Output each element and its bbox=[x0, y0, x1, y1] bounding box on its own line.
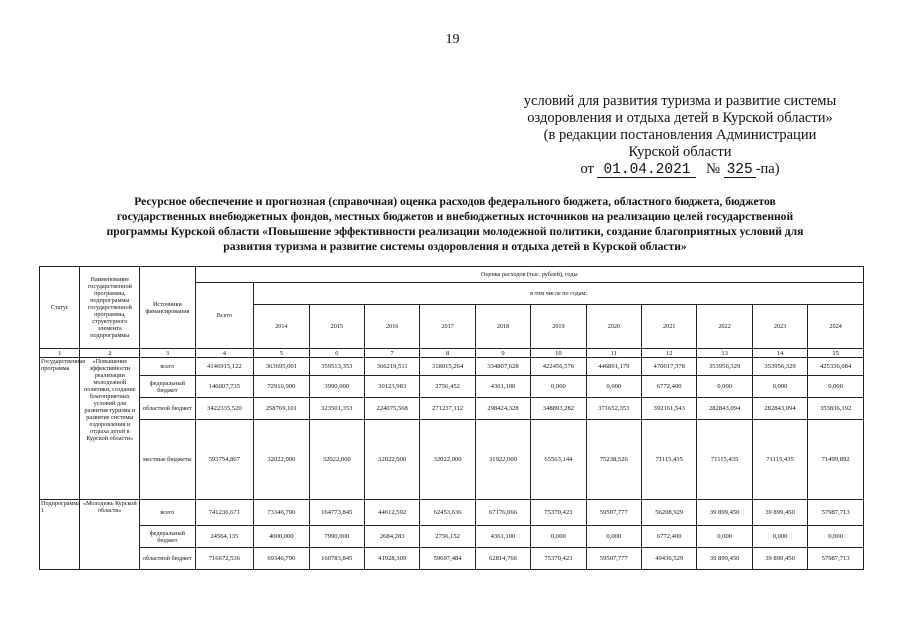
year-value-cell: 363695,001 bbox=[254, 358, 309, 376]
year-value-cell: 44612,592 bbox=[364, 500, 419, 526]
header-line: Курской области bbox=[628, 144, 732, 160]
total-value-cell: 741236,671 bbox=[195, 500, 254, 526]
year-value-cell: 318015,264 bbox=[420, 358, 475, 376]
year-value-cell: 71115,435 bbox=[697, 420, 752, 500]
title-line: развития туризма и развитие системы оздоровления и отдыха детей в Курской области» bbox=[223, 240, 687, 253]
year-value-cell: 59697,484 bbox=[420, 548, 475, 570]
year-value-cell: 75238,526 bbox=[586, 420, 641, 500]
year-value-cell: 62453,636 bbox=[420, 500, 475, 526]
year-value-cell: 164773,845 bbox=[309, 500, 364, 526]
estimate-header: Оценка расходов (тыс. рублей), годы bbox=[195, 267, 863, 283]
total-value-cell: 146007,735 bbox=[195, 376, 254, 398]
funding-source-cell: всего bbox=[140, 358, 195, 376]
year-header: 2014 bbox=[254, 305, 309, 349]
year-value-cell: 59507,777 bbox=[586, 548, 641, 570]
column-number: 7 bbox=[364, 349, 419, 358]
by-years-header: в том числе по годам: bbox=[254, 283, 864, 305]
year-value-cell: 4000,000 bbox=[254, 526, 309, 548]
funding-source-cell: местные бюджеты bbox=[140, 420, 195, 500]
status-cell: Подпрограмма 1 bbox=[40, 500, 80, 570]
total-value-cell: 716672,536 bbox=[195, 548, 254, 570]
year-value-cell: 2756,452 bbox=[420, 376, 475, 398]
total-header: Всего bbox=[195, 283, 254, 349]
year-value-cell: 7990,000 bbox=[309, 526, 364, 548]
funding-source-cell: всего bbox=[140, 500, 195, 526]
year-value-cell: 224075,568 bbox=[364, 398, 419, 420]
year-value-cell: 39 899,450 bbox=[752, 500, 807, 526]
year-value-cell: 57987,713 bbox=[808, 548, 864, 570]
year-value-cell: 6772,400 bbox=[642, 526, 697, 548]
year-value-cell: 392161,543 bbox=[642, 398, 697, 420]
year-value-cell: 470017,378 bbox=[642, 358, 697, 376]
year-value-cell: 3990,000 bbox=[309, 376, 364, 398]
resource-table bbox=[39, 266, 864, 570]
column-number: 11 bbox=[586, 349, 641, 358]
year-value-cell: 0,000 bbox=[586, 526, 641, 548]
column-number: 15 bbox=[808, 349, 864, 358]
year-header: 2020 bbox=[586, 305, 641, 349]
status-header: Статус bbox=[40, 267, 80, 349]
year-value-cell: 4361,100 bbox=[475, 376, 530, 398]
year-value-cell: 282843,094 bbox=[697, 398, 752, 420]
table-row bbox=[40, 526, 864, 548]
column-number: 3 bbox=[140, 349, 195, 358]
year-value-cell: 59507,777 bbox=[586, 500, 641, 526]
column-number: 1 bbox=[40, 349, 80, 358]
year-header: 2016 bbox=[364, 305, 419, 349]
resolution-date: 01.04.2021 bbox=[597, 163, 696, 178]
column-number: 9 bbox=[475, 349, 530, 358]
year-value-cell: 39 899,450 bbox=[752, 548, 807, 570]
title-line: государственных внебюджетных фондов, местных бюджетов и внебюджетных источников на реализацию целей государственной bbox=[116, 210, 794, 223]
table-row bbox=[40, 376, 864, 398]
program-name-cell: «Молодежь Курской области» bbox=[80, 500, 140, 570]
column-number: 14 bbox=[752, 349, 807, 358]
year-header: 2017 bbox=[420, 305, 475, 349]
header-line: (в редакции постановления Администрации bbox=[543, 127, 817, 143]
name-header: Наименование государственной программы, подпрограммы государственной программы, структурного элемента подпрограммы bbox=[80, 267, 140, 349]
page-number: 19 bbox=[445, 32, 460, 47]
number-prefix: № bbox=[706, 161, 720, 177]
date-prefix: от bbox=[580, 161, 594, 177]
table-row bbox=[40, 420, 864, 500]
year-value-cell: 31922,000 bbox=[475, 420, 530, 500]
funding-source-cell: федеральный бюджет bbox=[140, 376, 195, 398]
year-header: 2019 bbox=[531, 305, 586, 349]
year-value-cell: 282843,094 bbox=[752, 398, 807, 420]
year-value-cell: 71115,435 bbox=[642, 420, 697, 500]
source-header: Источники финансирования bbox=[140, 267, 195, 349]
total-value-cell: 4146915,122 bbox=[195, 358, 254, 376]
year-value-cell: 371652,353 bbox=[586, 398, 641, 420]
year-value-cell: 0,000 bbox=[697, 376, 752, 398]
year-value-cell: 65563,144 bbox=[531, 420, 586, 500]
year-value-cell: 71499,892 bbox=[808, 420, 864, 500]
column-number: 2 bbox=[80, 349, 140, 358]
table-row bbox=[40, 548, 864, 570]
column-number: 13 bbox=[697, 349, 752, 358]
year-value-cell: 298424,328 bbox=[475, 398, 530, 420]
year-value-cell: 258769,101 bbox=[254, 398, 309, 420]
year-value-cell: 160783,845 bbox=[309, 548, 364, 570]
year-value-cell: 353836,192 bbox=[808, 398, 864, 420]
year-value-cell: 425336,084 bbox=[808, 358, 864, 376]
year-value-cell: 56208,929 bbox=[642, 500, 697, 526]
column-number: 5 bbox=[254, 349, 309, 358]
number-suffix: -па) bbox=[755, 161, 780, 177]
year-value-cell: 57987,713 bbox=[808, 500, 864, 526]
resolution-date-line bbox=[500, 161, 860, 178]
year-value-cell: 32022,000 bbox=[420, 420, 475, 500]
year-value-cell: 2756,152 bbox=[420, 526, 475, 548]
year-value-cell: 41928,309 bbox=[364, 548, 419, 570]
year-value-cell: 67176,066 bbox=[475, 500, 530, 526]
year-value-cell: 73346,790 bbox=[254, 500, 309, 526]
year-value-cell: 0,000 bbox=[808, 526, 864, 548]
year-value-cell: 359513,353 bbox=[309, 358, 364, 376]
total-value-cell: 3422335,520 bbox=[195, 398, 254, 420]
document-header bbox=[500, 93, 860, 178]
year-value-cell: 271237,112 bbox=[420, 398, 475, 420]
header-line: условий для развития туризма и развитие системы bbox=[523, 93, 837, 109]
year-value-cell: 71115,435 bbox=[752, 420, 807, 500]
column-number: 4 bbox=[195, 349, 254, 358]
year-value-cell: 32022,000 bbox=[254, 420, 309, 500]
column-number: 8 bbox=[420, 349, 475, 358]
year-header: 2021 bbox=[642, 305, 697, 349]
year-header: 2018 bbox=[475, 305, 530, 349]
year-header: 2023 bbox=[752, 305, 807, 349]
year-value-cell: 323501,353 bbox=[309, 398, 364, 420]
document-title bbox=[60, 194, 850, 254]
funding-source-cell: областной бюджет bbox=[140, 398, 195, 420]
year-value-cell: 32022,000 bbox=[364, 420, 419, 500]
title-line: Ресурсное обеспечение и прогнозная (справочная) оценка расходов федерального бюджета, областного бюджета, бюджетов bbox=[134, 195, 776, 208]
year-value-cell: 49436,529 bbox=[642, 548, 697, 570]
column-number: 10 bbox=[531, 349, 586, 358]
header-line: оздоровления и отдыха детей в Курской области» bbox=[527, 110, 833, 126]
year-value-cell: 6772,400 bbox=[642, 376, 697, 398]
year-value-cell: 32022,000 bbox=[309, 420, 364, 500]
table-row bbox=[40, 500, 864, 526]
year-value-cell: 39 899,450 bbox=[697, 548, 752, 570]
year-value-cell: 348893,282 bbox=[531, 398, 586, 420]
year-value-cell: 2684,283 bbox=[364, 526, 419, 548]
year-value-cell: 366219,511 bbox=[364, 358, 419, 376]
total-value-cell: 24564,135 bbox=[195, 526, 254, 548]
year-header: 2015 bbox=[309, 305, 364, 349]
year-value-cell: 0,000 bbox=[531, 376, 586, 398]
year-value-cell: 62814,766 bbox=[475, 548, 530, 570]
year-header: 2022 bbox=[697, 305, 752, 349]
year-value-cell: 446891,179 bbox=[586, 358, 641, 376]
column-number: 12 bbox=[642, 349, 697, 358]
year-value-cell: 39 899,450 bbox=[697, 500, 752, 526]
funding-source-cell: областной бюджет bbox=[140, 548, 195, 570]
year-value-cell: 0,000 bbox=[531, 526, 586, 548]
table-row bbox=[40, 358, 864, 376]
year-header: 2024 bbox=[808, 305, 864, 349]
year-value-cell: 0,000 bbox=[586, 376, 641, 398]
total-value-cell: 593754,867 bbox=[195, 420, 254, 500]
year-value-cell: 72910,900 bbox=[254, 376, 309, 398]
year-value-cell: 75370,423 bbox=[531, 548, 586, 570]
year-value-cell: 353956,329 bbox=[752, 358, 807, 376]
year-value-cell: 69346,790 bbox=[254, 548, 309, 570]
year-value-cell: 0,000 bbox=[752, 526, 807, 548]
title-line: программы Курской области «Повышение эффективности реализации молодежной политики, создание благоприятных условий для bbox=[106, 225, 804, 238]
funding-source-cell: федеральный бюджет bbox=[140, 526, 195, 548]
year-value-cell: 0,000 bbox=[697, 526, 752, 548]
table-row bbox=[40, 398, 864, 420]
year-value-cell: 0,000 bbox=[808, 376, 864, 398]
year-value-cell: 30123,983 bbox=[364, 376, 419, 398]
column-number: 6 bbox=[309, 349, 364, 358]
year-value-cell: 353956,329 bbox=[697, 358, 752, 376]
year-value-cell: 75370,423 bbox=[531, 500, 586, 526]
year-value-cell: 334807,628 bbox=[475, 358, 530, 376]
year-value-cell: 422456,576 bbox=[531, 358, 586, 376]
status-cell: Государственная программа bbox=[40, 358, 80, 500]
year-value-cell: 4361,100 bbox=[475, 526, 530, 548]
program-name-cell: «Повышение эффективности реализации молодежной политики, создание благоприятных условий для развития туризма и развитие системы оздоровления и отдыха детей в Курской области» bbox=[80, 358, 140, 500]
resolution-number: 325 bbox=[724, 163, 756, 178]
year-value-cell: 0,000 bbox=[752, 376, 807, 398]
